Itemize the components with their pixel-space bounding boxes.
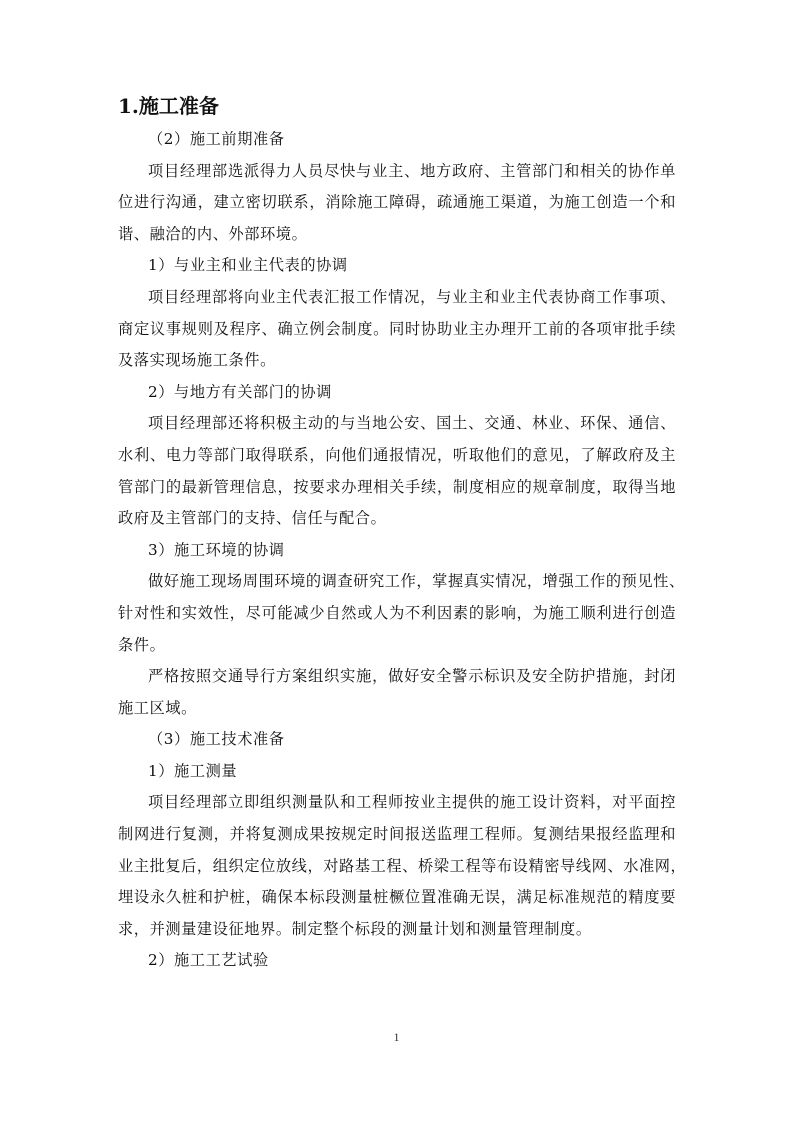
- line-18: 施工区域。: [118, 698, 197, 717]
- line-13: 3）施工环境的协调: [148, 540, 285, 559]
- line-4: 1）与业主和业主代表的协调: [148, 256, 348, 275]
- document-body: [118, 92, 687, 977]
- line-3: 谐、融洽的内、外部环境。: [118, 224, 308, 243]
- line-25: 求，并测量建设征地界。制定整个标段的测量计划和测量管理制度。: [118, 919, 592, 938]
- line-2: 位进行沟通，建立密切联系，消除施工障碍，疏通施工渠道，为施工创造一个和: [118, 193, 676, 212]
- line-15: 针对性和实效性，尽可能减少自然或人为不利因素的影响，为施工顺利进行创造: [118, 603, 676, 622]
- line-8: 2）与地方有关部门的协调: [148, 382, 332, 401]
- line-19: （3）施工技术准备: [148, 730, 285, 749]
- line-6: 商定议事规则及程序、确立例会制度。同时协助业主办理开工前的各项审批手续: [118, 319, 676, 338]
- line-20: 1）施工测量: [148, 761, 238, 780]
- line-21: 项目经理部立即组织测量队和工程师按业主提供的施工设计资料，对平面控: [148, 793, 676, 812]
- section-title: 1.施工准备: [118, 94, 219, 118]
- line-11: 管部门的最新管理信息，按要求办理相关手续，制度相应的规章制度，取得当地: [118, 477, 676, 496]
- line-9: 项目经理部还将积极主动的与当地公安、国土、交通、林业、环保、通信、: [148, 414, 676, 433]
- line-26: 2）施工工艺试验: [148, 951, 269, 970]
- line-0: （2）施工前期准备: [148, 130, 285, 148]
- page-number: 1: [393, 1030, 400, 1044]
- line-7: 及落实现场施工条件。: [118, 351, 276, 370]
- line-24: 埋设永久桩和护桩，确保本标段测量桩橛位置准确无误，满足标准规范的精度要: [118, 888, 676, 907]
- line-22: 制网进行复测，并将复测成果按规定时间报送监理工程师。复测结果报经监理和: [118, 825, 676, 844]
- line-23: 业主批复后，组织定位放线，对路基工程、桥梁工程等布设精密导线网、水准网，: [118, 856, 687, 875]
- line-5: 项目经理部将向业主代表汇报工作情况，与业主和业主代表协商工作事项、: [148, 287, 676, 306]
- line-17: 严格按照交通导行方案组织实施，做好安全警示标识及安全防护措施，封闭: [148, 667, 676, 686]
- line-1: 项目经理部选派得力人员尽快与业主、地方政府、主管部门和相关的协作单: [148, 161, 676, 180]
- line-10: 水利、电力等部门取得联系，向他们通报情况，听取他们的意见，了解政府及主: [118, 445, 676, 464]
- line-14: 做好施工现场周围环境的调查研究工作，掌握真实情况，增强工作的预见性、: [148, 572, 685, 591]
- line-16: 条件。: [118, 635, 166, 654]
- line-12: 政府及主管部门的支持、信任与配合。: [118, 509, 387, 528]
